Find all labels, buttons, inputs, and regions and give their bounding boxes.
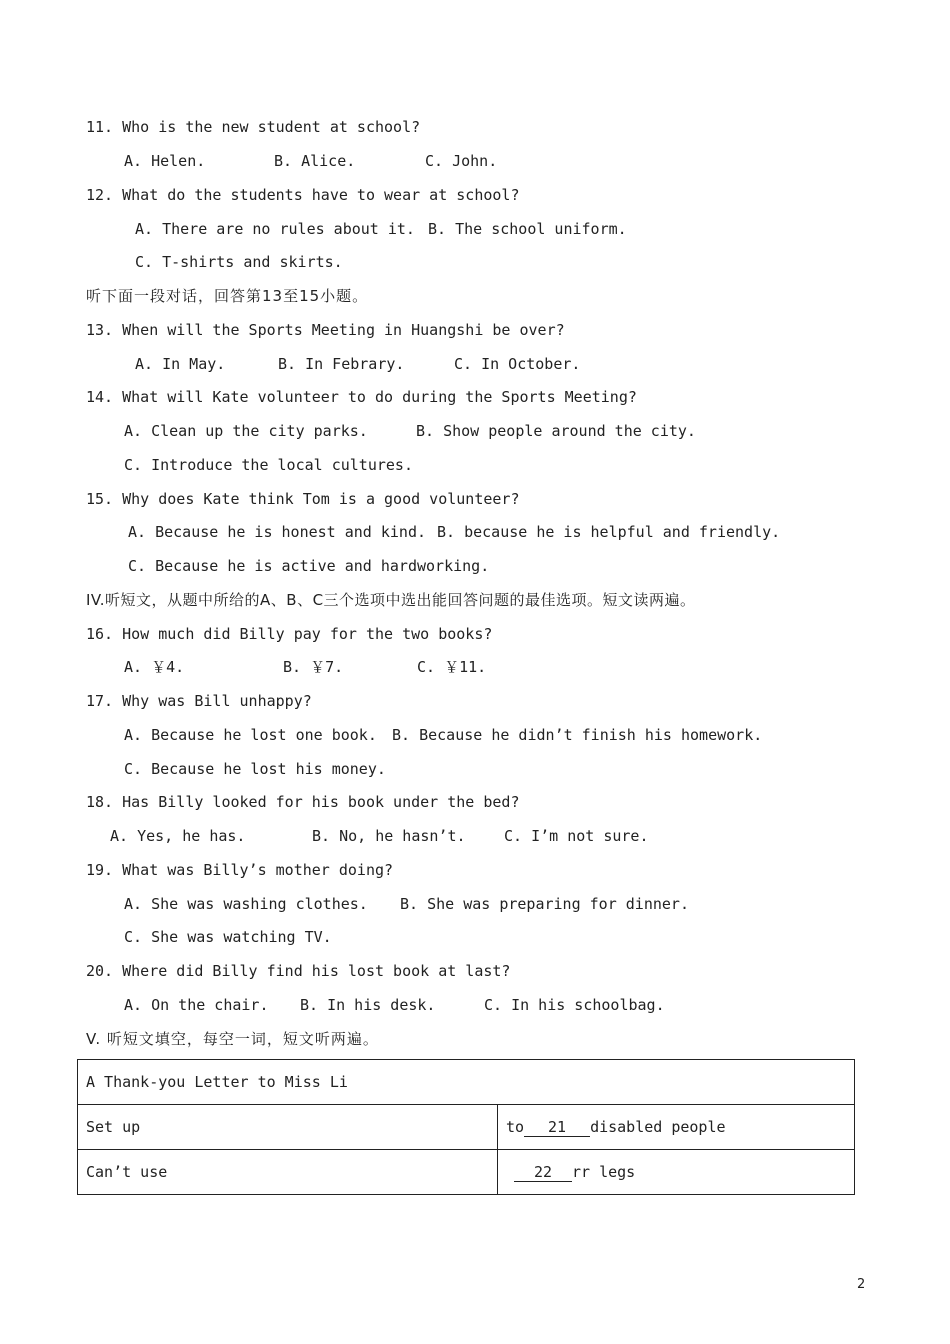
q17-option-a: A. Because he lost one book.	[124, 726, 377, 744]
blank-21-suffix: disabled people	[590, 1117, 726, 1136]
q19-option-c: C. She was watching TV.	[124, 928, 332, 946]
section-5-heading: V. 听短文填空，每空一词，短文听两遍。	[86, 1030, 379, 1048]
q14-option-b: B. Show people around the city.	[416, 422, 696, 440]
table-row	[78, 1105, 855, 1150]
q20-option-b: B. In his desk.	[300, 996, 436, 1014]
q13-stem: 13. When will the Sports Meeting in Huangshi be over?	[86, 321, 565, 339]
q19-stem: 19. What was Billy’s mother doing?	[86, 861, 394, 879]
q20-option-c: C. In his schoolbag.	[484, 996, 665, 1014]
q13-option-c: C. In October.	[454, 355, 581, 373]
answer-blank-21[interactable]: 21	[524, 1118, 590, 1137]
table-row	[78, 1060, 855, 1105]
q12-option-b: B. The school uniform.	[428, 220, 627, 238]
q17-option-b: B. Because he didn’t finish his homework.	[392, 726, 763, 744]
table-cell-blank-21	[498, 1105, 855, 1150]
q15-stem: 15. Why does Kate think Tom is a good volunteer?	[86, 490, 520, 508]
q16-option-b: B. ￥7.	[283, 658, 344, 676]
q17-stem: 17. Why was Bill unhappy?	[86, 692, 312, 710]
answer-blank-22[interactable]: 22	[514, 1163, 572, 1182]
q20-option-a: A. On the chair.	[124, 996, 269, 1014]
q15-option-b: B. because he is helpful and friendly.	[437, 523, 781, 541]
blank-22-suffix: rr legs	[572, 1162, 636, 1181]
q11-option-b: B. Alice.	[274, 152, 356, 170]
q13-option-b: B. In Febrary.	[278, 355, 405, 373]
instruction-13-15: 听下面一段对话，回答第13至15小题。	[86, 287, 369, 305]
table-row	[78, 1150, 855, 1195]
q11-option-a: A. Helen.	[124, 152, 206, 170]
table-cell-cant-use: Can’t use	[78, 1150, 498, 1195]
q12-option-c: C. T-shirts and skirts.	[135, 253, 343, 271]
q14-option-a: A. Clean up the city parks.	[124, 422, 368, 440]
table-cell-set-up: Set up	[78, 1105, 498, 1150]
q14-option-c: C. Introduce the local cultures.	[124, 456, 413, 474]
q12-stem: 12. What do the students have to wear at school?	[86, 186, 520, 204]
page-number: 2	[857, 1277, 866, 1292]
q19-option-a: A. She was washing clothes.	[124, 895, 368, 913]
q18-option-c: C. I’m not sure.	[504, 827, 649, 845]
q18-option-b: B. No, he hasn’t.	[312, 827, 466, 845]
section-4-heading: IV.听短文，从题中所给的A、B、C三个选项中选出能回答问题的最佳选项。短文读两遍。	[86, 591, 696, 609]
q11-option-c: C. John.	[425, 152, 498, 170]
q18-stem: 18. Has Billy looked for his book under the bed?	[86, 793, 520, 811]
q14-stem: 14. What will Kate volunteer to do during the Sports Meeting?	[86, 388, 637, 406]
q16-option-c: C. ￥11.	[417, 658, 487, 676]
q16-stem: 16. How much did Billy pay for the two books?	[86, 625, 493, 643]
table-title: A Thank-you Letter to Miss Li	[78, 1060, 855, 1105]
q15-option-a: A. Because he is honest and kind.	[128, 523, 427, 541]
table-cell-blank-22	[498, 1150, 855, 1195]
q13-option-a: A. In May.	[135, 355, 226, 373]
q12-option-a: A. There are no rules about it.	[135, 220, 415, 238]
q11-stem: 11. Who is the new student at school?	[86, 118, 421, 136]
q20-stem: 20. Where did Billy find his lost book at last?	[86, 962, 511, 980]
q16-option-a: A. ￥4.	[124, 658, 185, 676]
q15-option-c: C. Because he is active and hardworking.	[128, 557, 490, 575]
q19-option-b: B. She was preparing for dinner.	[400, 895, 689, 913]
q17-option-c: C. Because he lost his money.	[124, 760, 386, 778]
fill-in-table	[77, 1059, 855, 1195]
blank-21-prefix: to	[506, 1117, 525, 1136]
q18-option-a: A. Yes, he has.	[110, 827, 246, 845]
